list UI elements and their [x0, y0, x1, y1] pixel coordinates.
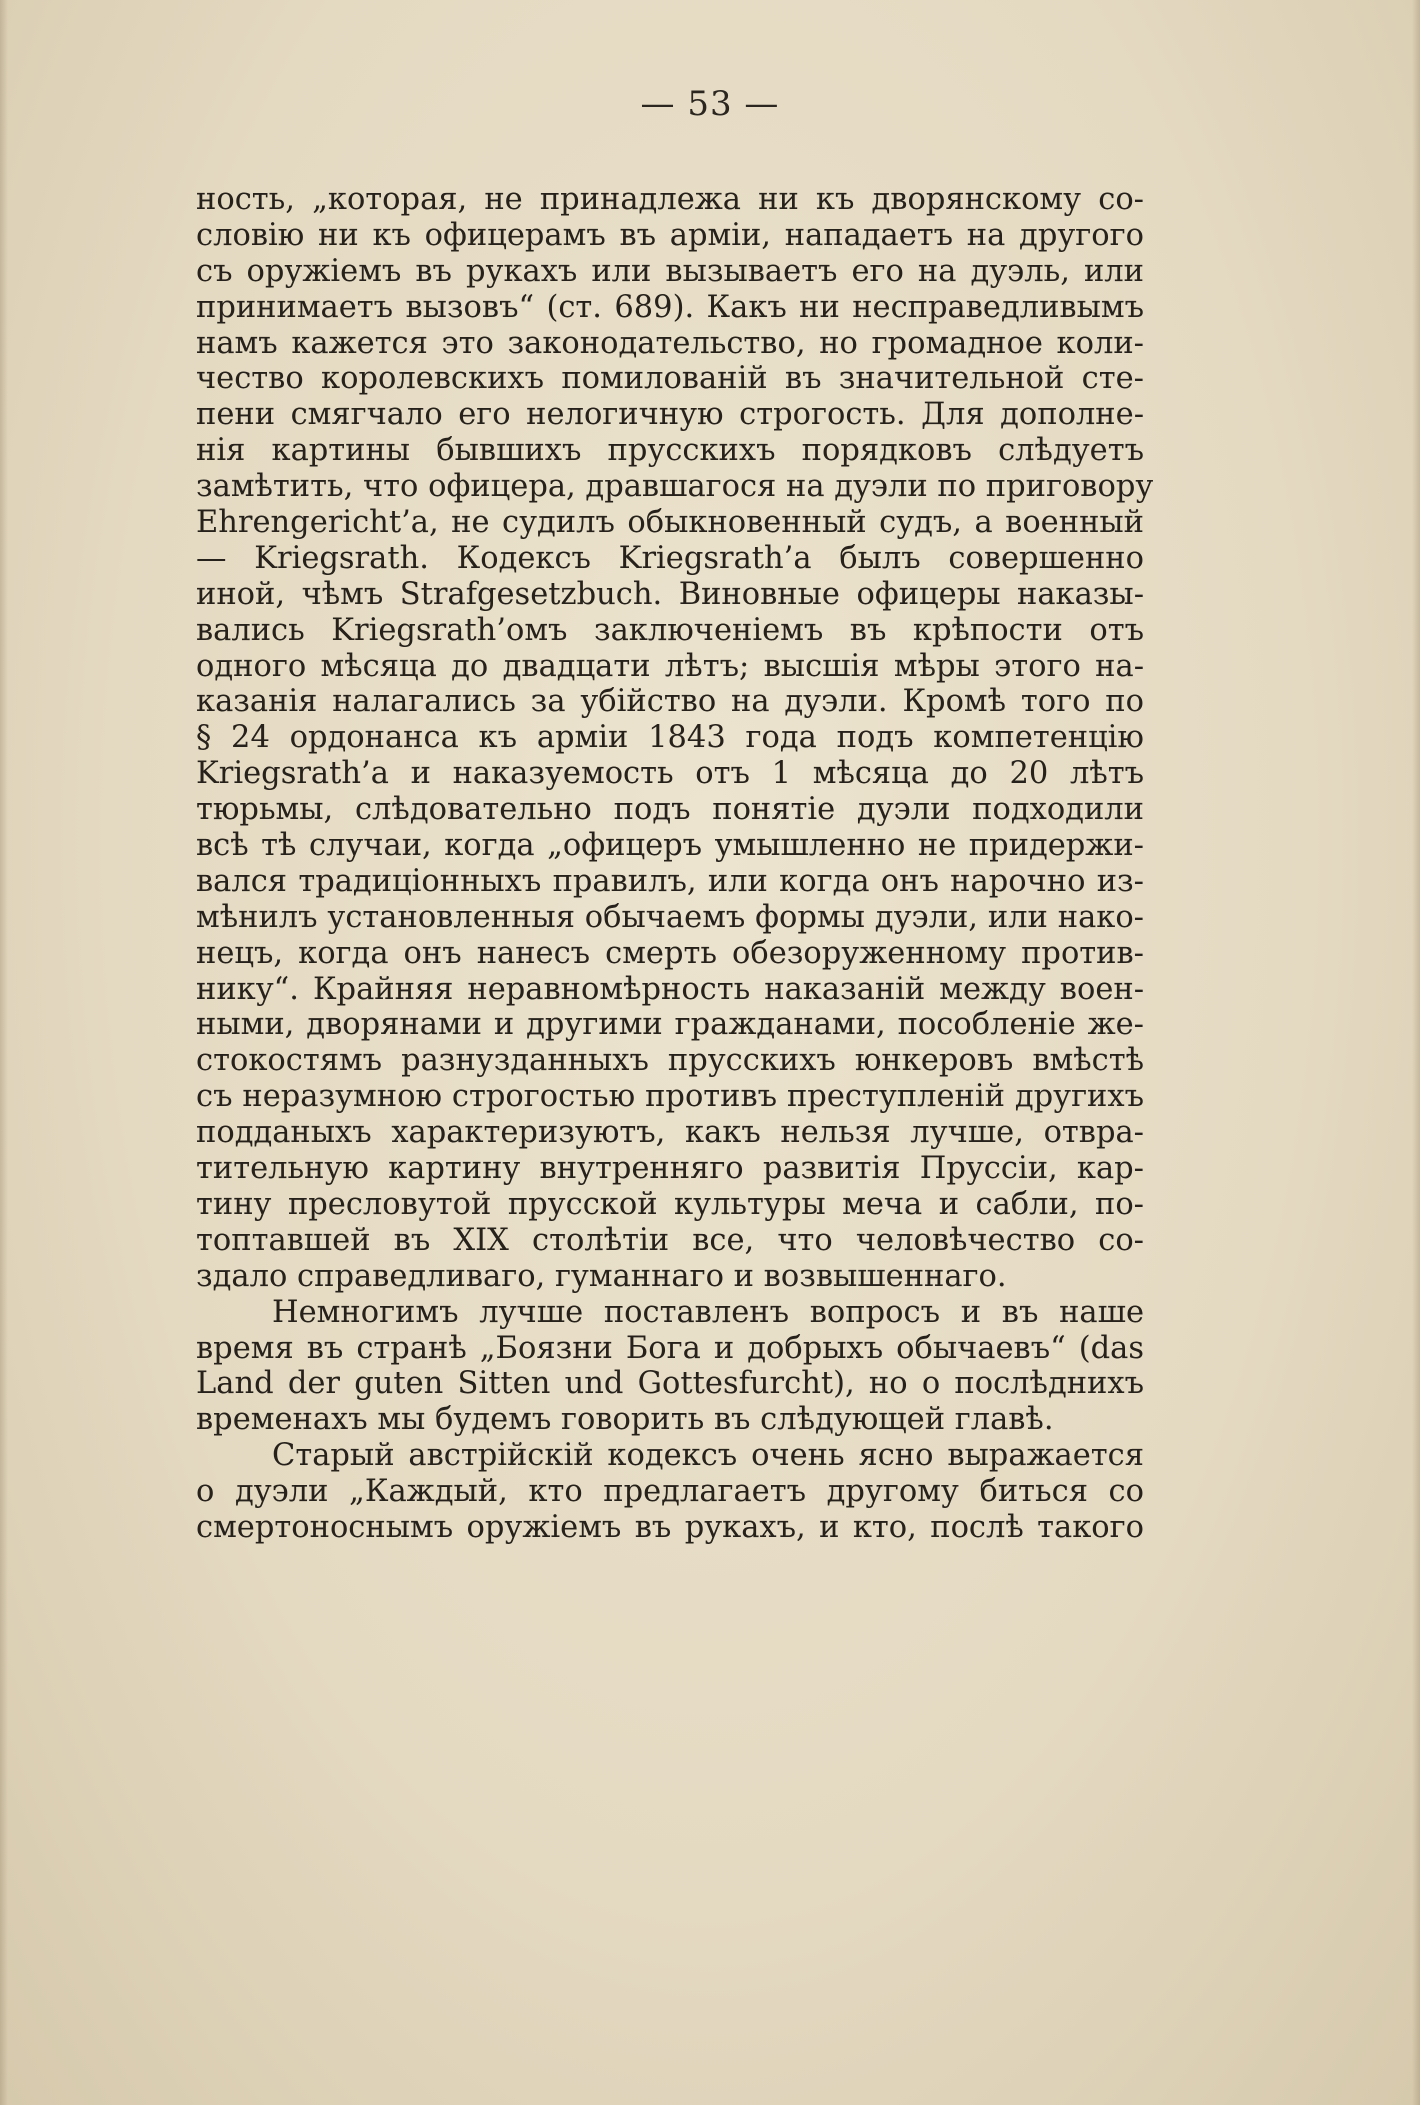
text-line: ность, „которая, не принадлежа ни къ дворянскому со-	[196, 182, 1144, 217]
text-line: временахъ мы будемъ говорить въ слѣдующей главѣ.	[196, 1402, 1054, 1438]
page-edge-left	[0, 0, 8, 2105]
text-line: намъ кажется это законодательство, но громадное коли-	[196, 325, 1144, 361]
text-line: тительную картину внутренняго развитія Пруссіи, кар-	[196, 1151, 1144, 1187]
text-line: топтавшей въ XIX столѣтіи все, что человѣчество со-	[196, 1222, 1144, 1258]
text-line: тину пресловутой прусской культуры меча и сабли, по-	[196, 1186, 1144, 1222]
text-line: время въ странѣ „Боязни Бога и добрыхъ обычаевъ“ (das	[196, 1330, 1144, 1366]
text-line: — Kriegsrath. Кодексъ Kriegsrath’а былъ совершенно	[196, 540, 1144, 576]
text-line: нія картины бывшихъ прусскихъ порядковъ слѣдуетъ	[196, 433, 1144, 469]
text-line: Ehrengericht’а, не судилъ обыкновенный судъ, а военный	[196, 505, 1144, 541]
body-text	[196, 182, 1154, 1546]
text-line: нецъ, когда онъ нанесъ смерть обезоруженному против-	[196, 935, 1144, 971]
text-line: смертоноснымъ оружіемъ въ рукахъ, и кто, послѣ такого	[196, 1509, 1144, 1545]
text-line: иной, чѣмъ Strafgesetzbuch. Виновные офицеры наказы-	[196, 576, 1144, 612]
text-line: Land der guten Sitten und Gottesfurcht), но о послѣднихъ	[196, 1366, 1144, 1402]
page-number: — 53 —	[640, 84, 780, 124]
text-line: нику“. Крайняя неравномѣрность наказаній между воен-	[196, 971, 1144, 1007]
text-line: мѣнилъ установленныя обычаемъ формы дуэли, или нако-	[196, 899, 1144, 935]
text-line: одного мѣсяца до двадцати лѣтъ; высшія мѣры этого на-	[196, 648, 1144, 684]
text-line: казанія налагались за убійство на дуэли. Кромѣ того по	[196, 684, 1144, 720]
text-line: стокостямъ разнузданныхъ прусскихъ юнкеровъ вмѣстѣ	[196, 1043, 1144, 1079]
text-line: тюрьмы, слѣдовательно подъ понятіе дуэли подходили	[196, 792, 1144, 828]
page-edge-right	[1412, 0, 1420, 2105]
text-line: съ оружіемъ въ рукахъ или вызываетъ его на дуэль, или	[196, 253, 1144, 289]
text-line: словію ни къ офицерамъ въ арміи, нападаетъ на другого	[196, 217, 1144, 253]
text-line: Немногимъ лучше поставленъ вопросъ и въ наше	[272, 1294, 1144, 1330]
text-line: вались Kriegsrath’омъ заключеніемъ въ крѣпости отъ	[196, 612, 1144, 648]
text-line: всѣ тѣ случаи, когда „офицеръ умышленно не придержи-	[196, 828, 1144, 864]
text-line: ными, дворянами и другими гражданами, пособленіе же-	[196, 1007, 1144, 1043]
text-line: о дуэли „Каждый, кто предлагаетъ другому биться со	[196, 1474, 1144, 1510]
text-line: подданыхъ характеризуютъ, какъ нельзя лучше, отвра-	[196, 1115, 1144, 1151]
text-line: вался традиціонныхъ правилъ, или когда онъ нарочно из-	[196, 863, 1144, 899]
text-line: § 24 ордонанса къ арміи 1843 года подъ компетенцію	[196, 720, 1144, 756]
text-line: пени смягчало его нелогичную строгость. Для дополне-	[196, 397, 1144, 433]
text-line: съ неразумною строгостью противъ преступленій другихъ	[196, 1079, 1144, 1115]
text-line: здало справедливаго, гуманнаго и возвышеннаго.	[196, 1258, 1007, 1294]
text-line: Kriegsrath’а и наказуемость отъ 1 мѣсяца до 20 лѣтъ	[196, 756, 1144, 792]
text-line: принимаетъ вызовъ“ (ст. 689). Какъ ни несправедливымъ	[196, 289, 1144, 325]
text-line: чество королевскихъ помилованій въ значительной сте-	[196, 361, 1144, 397]
text-line: Старый австрійскій кодексъ очень ясно выражается	[272, 1438, 1144, 1474]
text-line: замѣтить, что офицера, дравшагося на дуэли по приговору	[196, 469, 1154, 505]
